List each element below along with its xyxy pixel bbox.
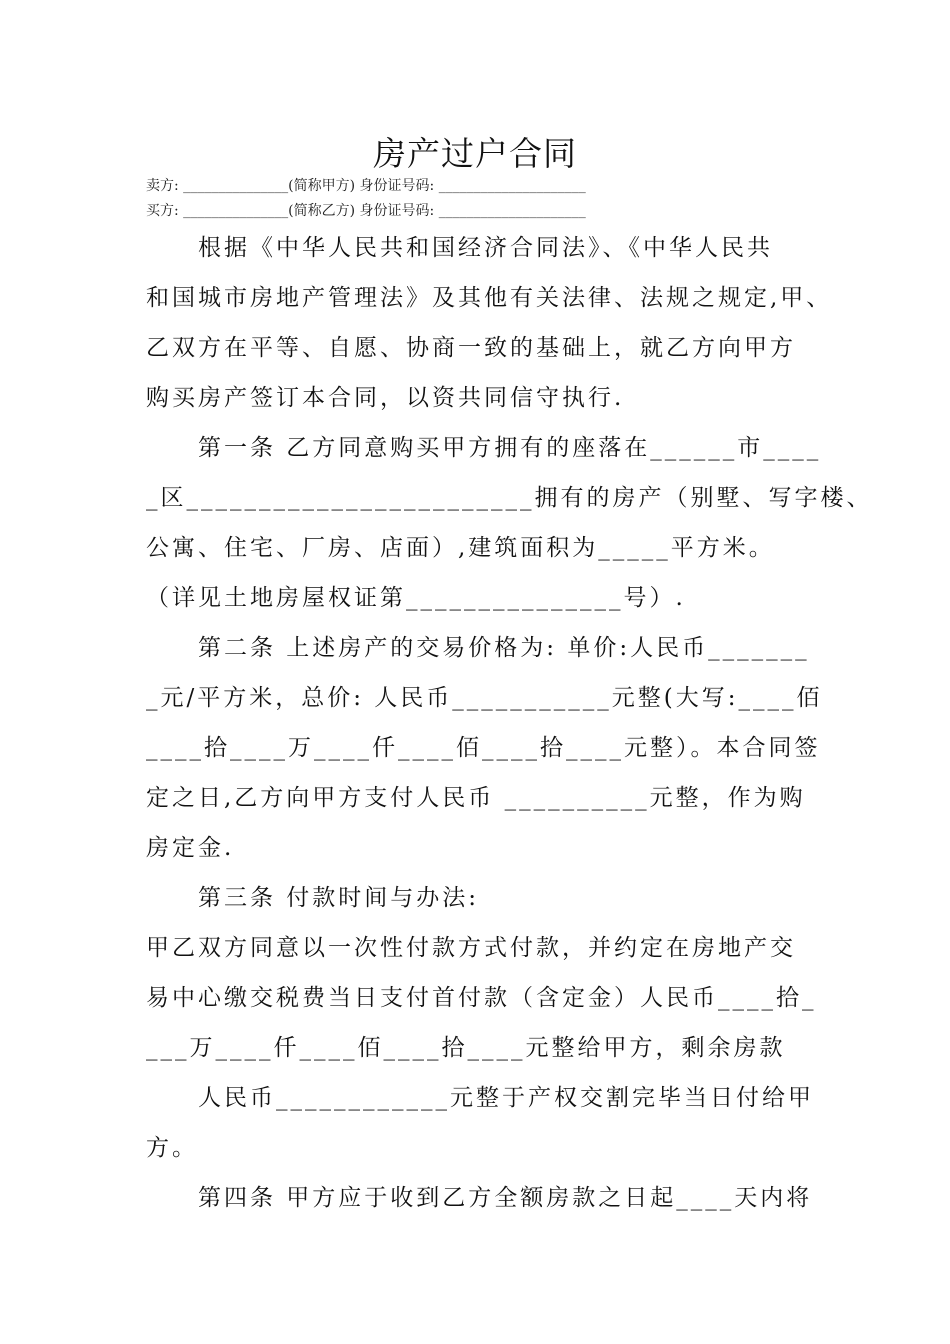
seller-line: 卖方: _______________(简称甲方) 身份证号码: _____________________ — [146, 178, 586, 194]
article-2-line: _元/平方米，总价: 人民币___________元整(大写:____佰 — [146, 685, 823, 711]
article-3-line: 人民币____________元整于产权交割完毕当日付给甲 — [198, 1085, 814, 1111]
paragraph-line: 和国城市房地产管理法》及其他有关法律、法规之规定,甲、 — [146, 285, 833, 311]
article-2-line: ____拾____万____仟____佰____拾____元整）。本合同签 — [146, 735, 821, 761]
paragraph-line: 购买房产签订本合同，以资共同信守执行. — [146, 385, 625, 411]
article-1-line: 第一条 乙方同意购买甲方拥有的座落在______市____ — [198, 435, 822, 461]
article-3-line: 易中心缴交税费当日支付首付款（含定金）人民币____拾_ — [146, 985, 817, 1011]
paragraph-line: 根据《中华人民共和国经济合同法》、《中华人民共 — [198, 235, 773, 261]
page-title: 房产过户合同 — [373, 134, 577, 173]
paragraph-line: 乙双方在平等、自愿、协商一致的基础上，就乙方向甲方 — [146, 335, 796, 361]
article-2-line: 房定金. — [146, 835, 235, 861]
article-3-line: 方。 — [146, 1135, 198, 1161]
article-4-line: 第四条 甲方应于收到乙方全额房款之日起____天内将 — [198, 1185, 813, 1211]
article-1-line: 公寓、住宅、厂房、店面）,建筑面积为_____平方米。 — [146, 535, 775, 561]
article-1-line: （详见土地房屋权证第_______________号）. — [146, 585, 686, 611]
article-2-line: 第二条 上述房产的交易价格为: 单价:人民币_______ — [198, 635, 810, 661]
buyer-line: 买方: _______________(简称乙方) 身份证号码: _____________________ — [146, 203, 586, 219]
article-3-line: 甲乙双方同意以一次性付款方式付款，并约定在房地产交 — [146, 935, 796, 961]
article-1-line: _区________________________拥有的房产（别墅、写字楼、 — [146, 485, 873, 511]
article-3-line: 第三条 付款时间与办法: — [198, 885, 480, 911]
article-2-line: 定之日,乙方向甲方支付人民币 __________元整，作为购 — [146, 785, 806, 811]
article-3-line: ___万____仟____佰____拾____元整给甲方，剩余房款 — [146, 1035, 786, 1061]
